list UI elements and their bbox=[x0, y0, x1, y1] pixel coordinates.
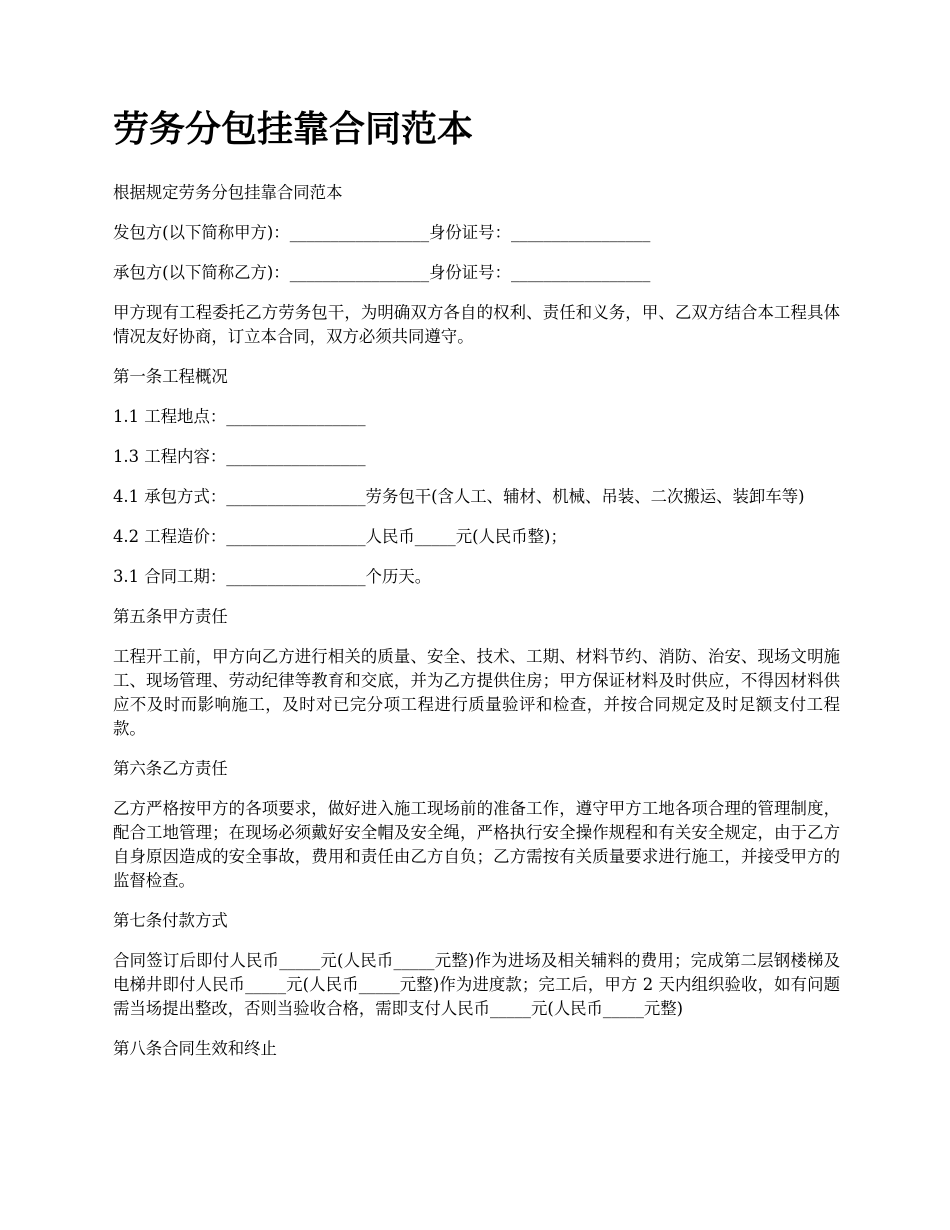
preamble-paragraph: 甲方现有工程委托乙方劳务包干，为明确双方各自的权利、责任和义务，甲、乙双方结合本工程具体情况友好协商，订立本合同，双方必须共同遵守。 bbox=[113, 303, 840, 347]
payment-paragraph: 合同签订后即付人民币_____元(人民币_____元整)作为进场及相关辅料的费用；完成第二层钢楼梯及电梯井即付人民币_____元(人民币_____元整)作为进度款；完工后，甲方 2 天内组织验收，如有问题需当场提出整改，否则当验收合格，需即支付人民币_____元(人民币_____元整) bbox=[113, 951, 840, 1019]
party-b-line: 承包方(以下简称乙方)：_________________身份证号：_________________ bbox=[113, 263, 651, 283]
section-heading-effect: 第八条合同生效和终止 bbox=[113, 1039, 277, 1059]
clause-contract-method: 4.1 承包方式：_________________劳务包干(含人工、辅材、机械、吊装、二次搬运、装卸车等) bbox=[113, 487, 805, 507]
clause-content: 1.3 工程内容：_________________ bbox=[113, 447, 366, 467]
section-heading-party-a: 第五条甲方责任 bbox=[113, 607, 228, 627]
section-heading-party-b: 第六条乙方责任 bbox=[113, 759, 228, 779]
party-a-responsibility-paragraph: 工程开工前，甲方向乙方进行相关的质量、安全、技术、工期、材料节约、消防、治安、现场文明施工、现场管理、劳动纪律等教育和交底，并为乙方提供住房；甲方保证材料及时供应，不得因材料供应不及时而影响施工，及时对已完分项工程进行质量验评和检查，并按合同规定及时足额支付工程款。 bbox=[113, 647, 840, 739]
section-heading-payment: 第七条付款方式 bbox=[113, 911, 228, 931]
intro-line: 根据规定劳务分包挂靠合同范本 bbox=[113, 183, 343, 203]
document-title: 劳务分包挂靠合同范本 bbox=[113, 108, 474, 150]
section-heading-overview: 第一条工程概况 bbox=[113, 367, 228, 387]
document-page bbox=[113, 108, 840, 1077]
party-a-line: 发包方(以下简称甲方)：_________________身份证号：_________________ bbox=[113, 223, 651, 243]
clause-cost: 4.2 工程造价：_________________人民币_____元(人民币整)； bbox=[113, 527, 567, 547]
clause-location: 1.1 工程地点：_________________ bbox=[113, 407, 366, 427]
clause-duration: 3.1 合同工期：_________________个历天。 bbox=[113, 567, 432, 587]
party-b-responsibility-paragraph: 乙方严格按甲方的各项要求，做好进入施工现场前的准备工作，遵守甲方工地各项合理的管理制度，配合工地管理；在现场必须戴好安全帽及安全绳，严格执行安全操作规程和有关安全规定，由于乙方自身原因造成的安全事故，费用和责任由乙方自负；乙方需按有关质量要求进行施工，并接受甲方的监督检查。 bbox=[113, 799, 840, 891]
